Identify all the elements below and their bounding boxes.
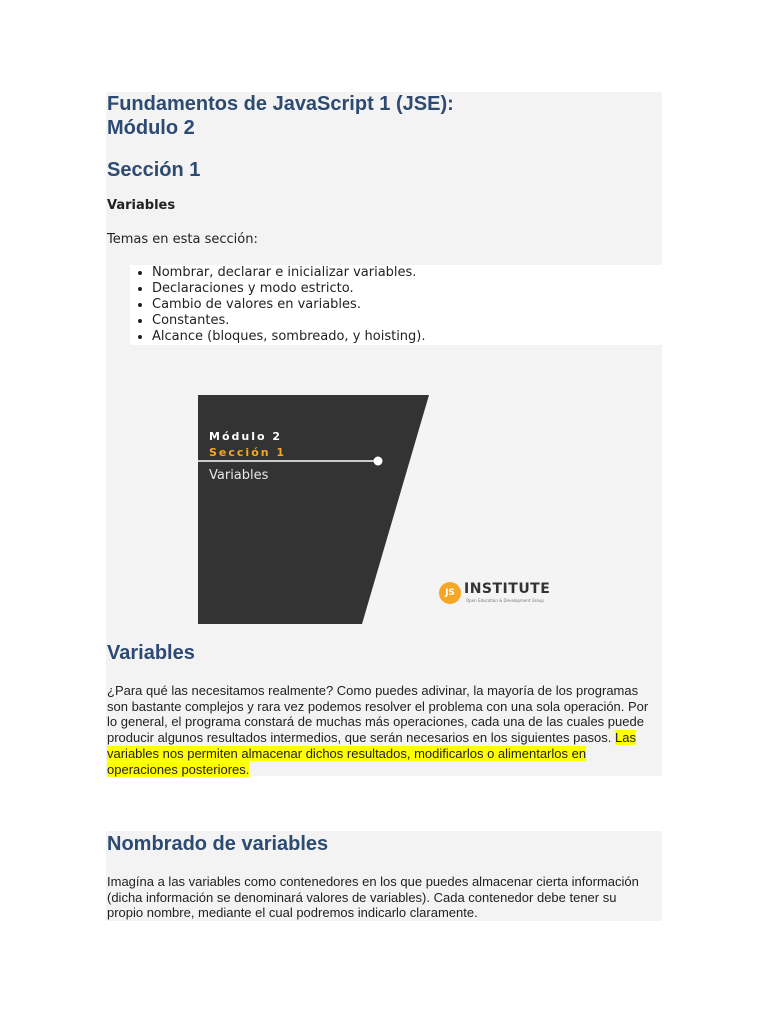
title-line-1: Fundamentos de JavaScript 1 (JSE): — [107, 93, 454, 115]
naming-heading: Nombrado de variables — [107, 833, 329, 855]
list-item: • Nombrar, declarar e inicializar variables. — [152, 265, 662, 281]
topics-intro: Temas en esta sección: — [107, 232, 258, 247]
variables-text: ¿Para qué las necesitamos realmente? Como puedes adivinar, la mayoría de los programas son bastante complejos y rara vez podemos resolver el problema con una sola operación. Por lo general, el programa constará de muchas más operaciones, cada una de las cuales puede producir algunos resultados intermedios, que serán necesarios en los siguientes pasos. — [107, 683, 649, 746]
variables-heading: Variables — [107, 642, 195, 664]
topics-list — [130, 265, 662, 345]
banner-title: Variables — [209, 468, 269, 483]
highlighted-text: Las variables nos permiten almacenar dichos resultados, modificarlos o alimentarlos en operaciones posteriores. — [107, 730, 636, 777]
list-item: • Alcance (bloques, sombreado, y hoisting). — [152, 329, 662, 345]
banner-divider-dot — [374, 457, 383, 466]
module-banner-image — [198, 395, 566, 624]
list-item: • Declaraciones y modo estricto. — [152, 281, 662, 297]
page-title — [107, 92, 454, 140]
naming-paragraph: Imagína a las variables como contenedores en los que puedes almacenar cierta información (dicha información se denominará valores de variables). Cada contenedor debe tener su propio nombre, mediante el cual podremos indicarlo claramente. — [107, 874, 639, 921]
title-line-2: Módulo 2 — [107, 117, 195, 139]
variables-paragraph — [107, 683, 655, 777]
section-heading: Sección 1 — [107, 159, 201, 181]
banner-section-label: Sección 1 — [209, 446, 287, 459]
logo-wordmark: INSTITUTE — [464, 581, 551, 597]
section-subtitle: Variables — [107, 198, 176, 213]
list-item: • Constantes. — [152, 313, 662, 329]
logo-tagline: Open Education & Development Group — [466, 598, 544, 603]
list-item: • Cambio de valores en variables. — [152, 297, 662, 313]
js-logo-icon: JS — [439, 582, 461, 604]
banner-module-label: Módulo 2 — [209, 430, 283, 443]
